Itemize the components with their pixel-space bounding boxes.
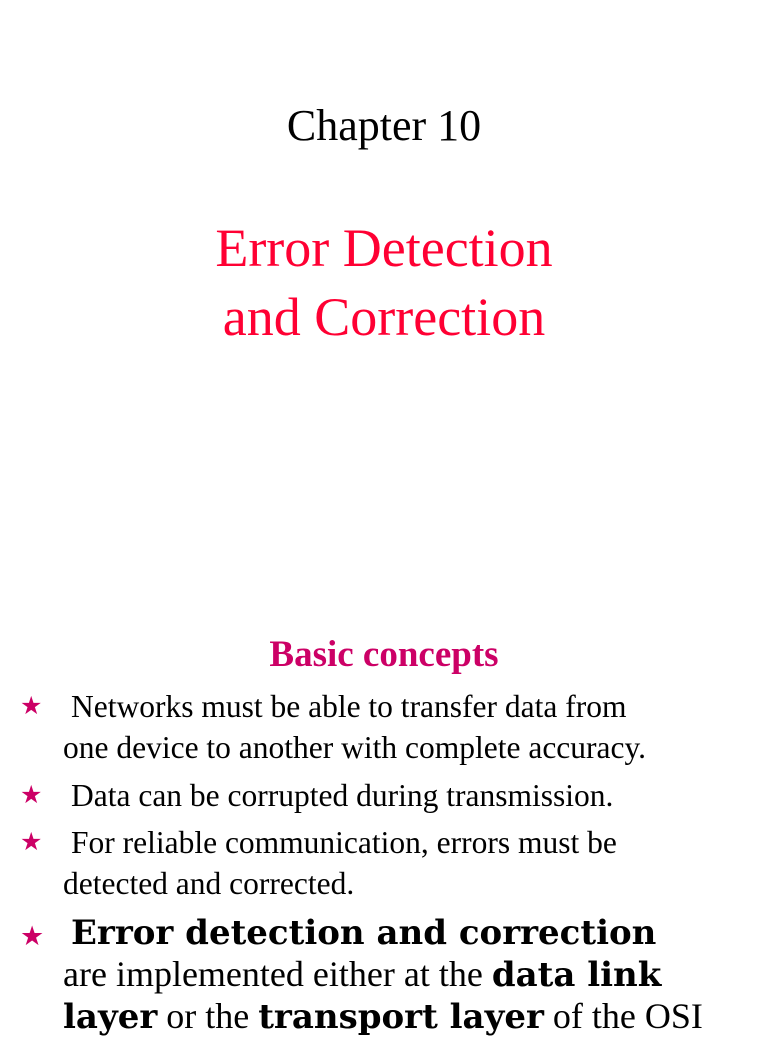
plain-text: are implemented either at the: [63, 954, 492, 994]
bold-text: data link: [491, 955, 662, 995]
plain-text: or the: [157, 996, 259, 1036]
star-bullet-icon: ★: [20, 827, 43, 856]
star-bullet-icon: ★: [20, 921, 45, 952]
bold-text: layer: [63, 997, 158, 1037]
slide-title-line-1: Error Detection: [215, 218, 553, 278]
section-heading: Basic concepts: [269, 634, 499, 675]
bold-lead-text: Error detection and correction: [71, 913, 657, 953]
slide-title: [0, 214, 768, 352]
bullet-line: [63, 996, 753, 1038]
bullet-line: [63, 912, 753, 954]
bullet-line: For reliable communication, errors must be: [71, 825, 617, 860]
slide-title-line-2: and Correction: [222, 287, 546, 347]
bullet-line: [63, 954, 753, 996]
bullet-text: [63, 912, 753, 1038]
bullet-text: [63, 822, 753, 904]
bullet-text: [63, 686, 753, 768]
bullet-line: Networks must be able to transfer data from: [71, 689, 627, 724]
star-bullet-icon: ★: [20, 691, 43, 720]
bullet-line: Data can be corrupted during transmission.: [71, 778, 614, 813]
star-bullet-icon: ★: [20, 780, 43, 809]
bullet-line: detected and corrected.: [63, 866, 355, 901]
bullet-line: one device to another with complete accuracy.: [63, 730, 647, 765]
bullet-text: [63, 775, 753, 816]
chapter-label: Chapter 10: [286, 101, 482, 150]
plain-text: of the OSI: [543, 996, 703, 1036]
bold-text: transport layer: [258, 997, 544, 1037]
